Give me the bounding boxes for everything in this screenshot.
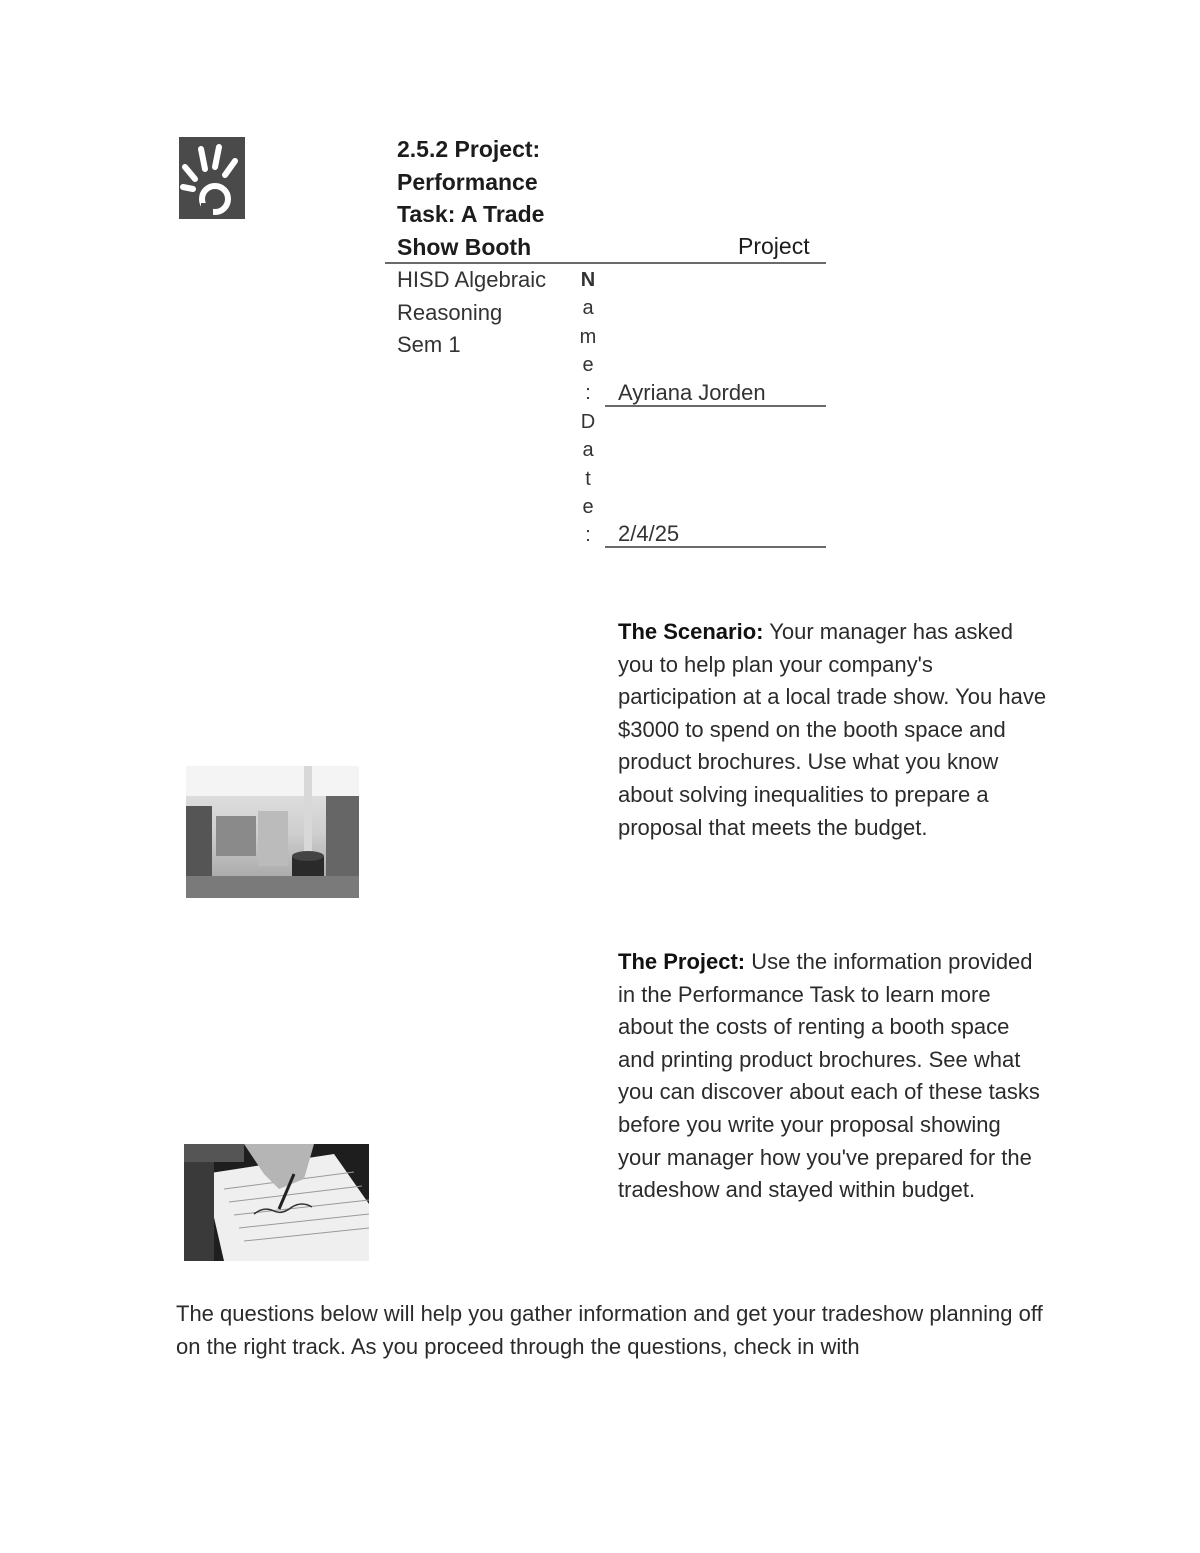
trade-show-hall-photo (186, 766, 359, 898)
name-label-char: : (585, 382, 591, 405)
date-label-char: a (582, 439, 594, 462)
project-paragraph (618, 946, 1048, 1207)
intro-paragraph: The questions below will help you gather information and get your tradeshow planning off on the right track. As you proceed through the questions, check in with (176, 1301, 1043, 1359)
project-text: Use the information provided in the Performance Task to learn more about the costs of renting a booth space and printing product brochures. See what you can discover about each of these tasks before you write your proposal showing your manager how you've prepared for the tradeshow and stayed within budget. (618, 949, 1040, 1203)
date-field: 2/4/25 (618, 521, 680, 546)
document-type-label: Project (738, 233, 810, 259)
date-label-char: D (580, 411, 596, 433)
date-label-char: t (585, 467, 591, 490)
name-label-char: e (582, 353, 594, 376)
page-title: 2.5.2 Project: Performance Task: A Trade Show Booth (397, 136, 545, 260)
scenario-paragraph (618, 616, 1048, 844)
hand-writing-notepad-photo (184, 1144, 369, 1261)
course-name: HISD Algebraic Reasoning Sem 1 (397, 267, 547, 357)
name-field: Ayriana Jorden (618, 380, 766, 405)
scenario-heading: The Scenario: (618, 619, 764, 644)
project-heading: The Project: (618, 949, 746, 974)
date-label-char: e (582, 495, 594, 518)
name-label-char: N (580, 269, 596, 291)
name-label-char: a (582, 297, 594, 320)
scenario-text: Your manager has asked you to help plan your company's participation at a local trade show. You have $3000 to spend on the booth space and product brochures. Use what you know about solving inequalities to prepare a proposal that meets the budget. (618, 619, 1047, 840)
name-underline (605, 405, 826, 407)
name-label-char: m (579, 325, 597, 348)
name-label (578, 266, 598, 407)
date-label (578, 408, 598, 549)
date-label-char: : (585, 524, 591, 547)
date-underline (605, 546, 826, 548)
sunburst-logo-icon (179, 137, 245, 219)
